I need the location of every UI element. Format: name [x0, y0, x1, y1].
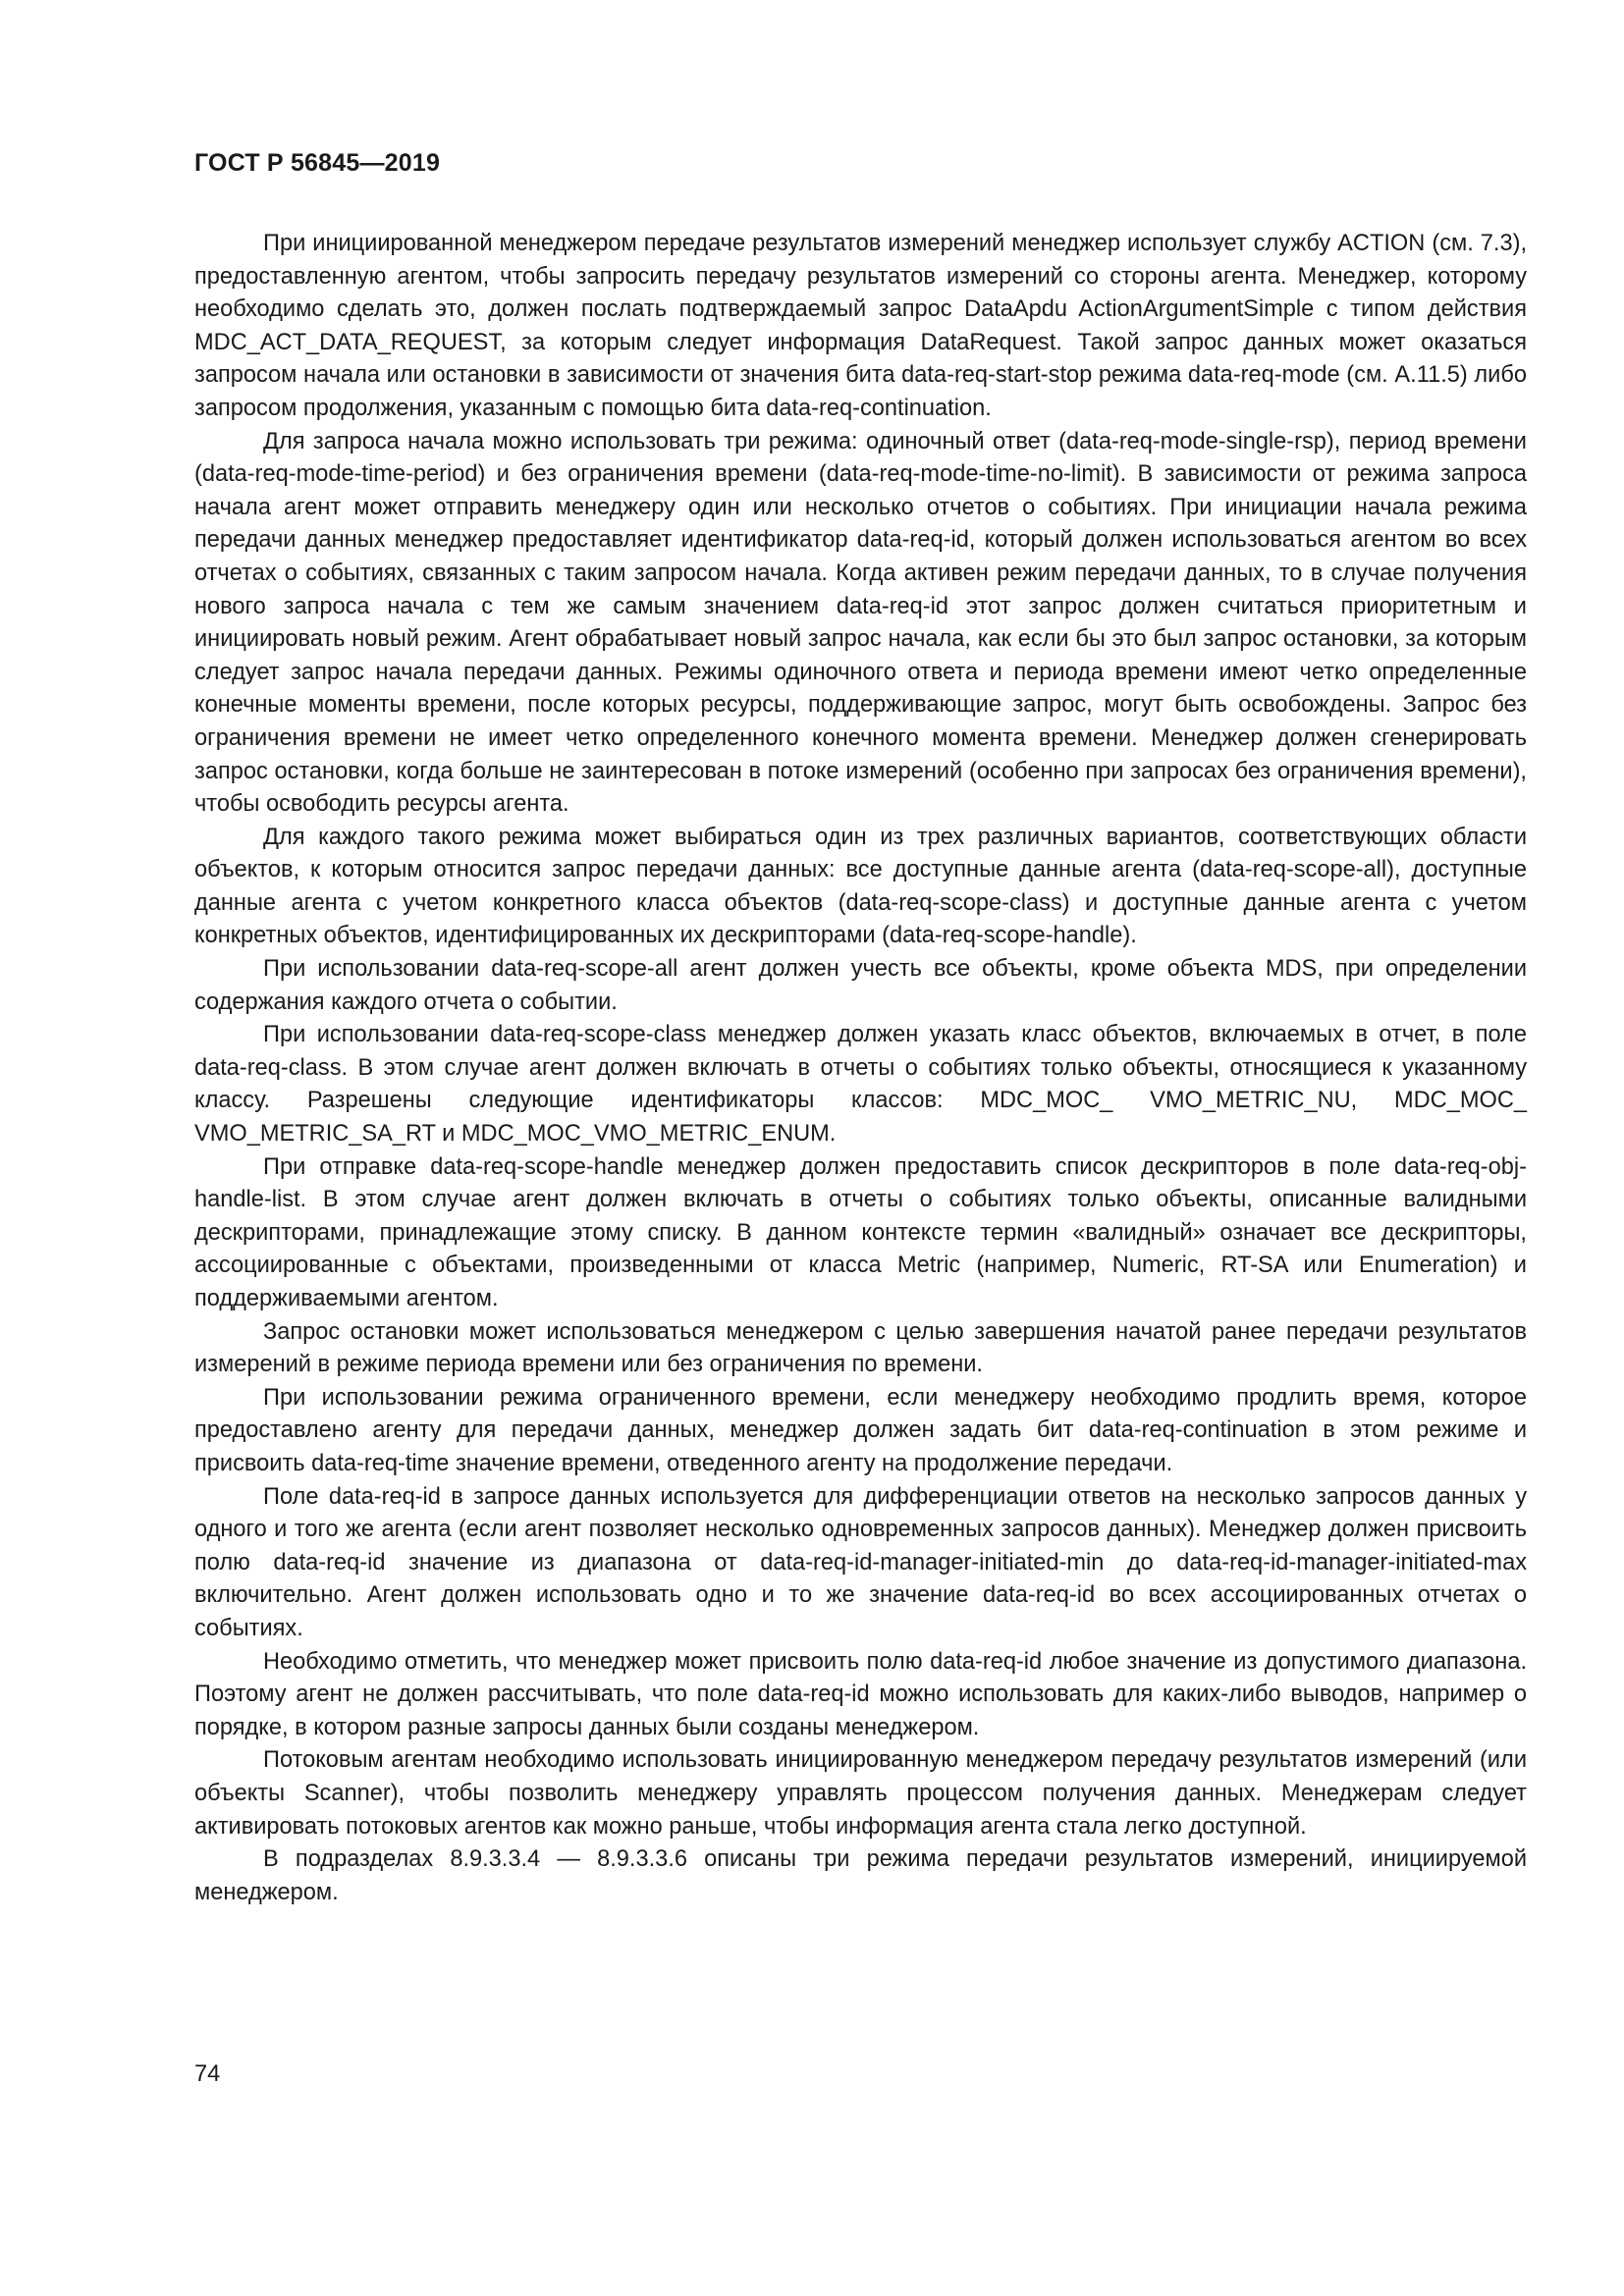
paragraph: Запрос остановки может использоваться менеджером с целью завершения начатой ранее передачи результатов измерений в режиме периода времени или без ограничения по времени.: [194, 1318, 1527, 1378]
paragraph: Поле data-req-id в запросе данных используется для дифференциации ответов на несколько запросов данных у одного и того же агента (если агент позволяет несколько одновременных запросов данных). Менеджер должен присвоить полю data-req-id значение из диапазона от data-req-id-manager-initiated-min до data-req-id-manager-initiated-max включительно. Агент должен использовать одно и то же значение data-req-id во всех ассоциированных отчетах о событиях.: [194, 1483, 1527, 1641]
paragraph: Потоковым агентам необходимо использовать инициированную менеджером передачу результатов измерений (или объекты Scanner), чтобы позволить менеджеру управлять процессом получения данных. Менеджерам следует активировать потоковых агентов как можно раньше, чтобы информация агента стала легко доступной.: [194, 1747, 1527, 1840]
paragraph: При отправке data-req-scope-handle менеджер должен предоставить список дескрипторов в поле data-req-obj-handle-list. В этом случае агент должен включать в отчеты о событиях только объекты, описанные валидными дескрипторами, принадлежащие этому списку. В данном контексте термин «валидный» означает все дескрипторы, ассоциированные с объектами, произведенными от класса Metric (например, Numeric, RT-SA или Enumeration) и поддерживаемыми агентом.: [194, 1153, 1527, 1311]
paragraph: Для каждого такого режима может выбираться один из трех различных вариантов, соответствующих области объектов, к которым относится запрос передачи данных: все доступные данные агента (data-req-scope-all), доступные данные агента с учетом конкретного класса объектов (data-req-scope-class) и доступные данные агента с учетом конкретных объектов, идентифицированных их дескрипторами (data-req-scope-handle).: [194, 824, 1527, 949]
paragraph: При инициированной менеджером передаче результатов измерений менеджер использует службу ACTION (см. 7.3), предоставленную агентом, чтобы запросить передачу результатов измерений со стороны агента. Менеджер, которому необходимо сделать это, должен послать подтверждаемый запрос DataApdu ActionArgumentSimple с типом действия MDC_ACT_DATA_REQUEST, за которым следует информация DataRequest. Такой запрос данных может оказаться запросом начала или остановки в зависимости от значения бита data-req-start-stop режима data-req-mode (см. A.11.5) либо запросом продолжения, указанным с помощью бита data-req-continuation.: [194, 231, 1527, 421]
page-number: 74: [194, 2061, 221, 2087]
paragraph: При использовании data-req-scope-class менеджер должен указать класс объектов, включаемых в отчет, в поле data-req-class. В этом случае агент должен включать в отчеты о событиях только объекты, относящиеся к указанному классу. Разрешены следующие идентификаторы классов: MDC_MOC_ VMO_METRIC_NU, MDC_MOC_ VMO_METRIC_SA_RT и MDC_MOC_VMO_METRIC_ENUM.: [194, 1022, 1527, 1148]
paragraph: При использовании режима ограниченного времени, если менеджеру необходимо продлить время, которое предоставлено агенту для передачи данных, менеджер должен задать бит data-req-continuation в этом режиме и присвоить data-req-time значение времени, отведенного агенту на продолжение передачи.: [194, 1384, 1527, 1476]
paragraph: Необходимо отметить, что менеджер может присвоить полю data-req-id любое значение из допустимого диапазона. Поэтому агент не должен рассчитывать, что поле data-req-id можно использовать для каких-либо выводов, например о порядке, в котором разные запросы данных были созданы менеджером.: [194, 1648, 1527, 1740]
document-header: ГОСТ Р 56845—2019: [194, 149, 441, 177]
paragraph: При использовании data-req-scope-all агент должен учесть все объекты, кроме объекта MDS, при определении содержания каждого отчета о событии.: [194, 956, 1527, 1015]
body-text: [194, 228, 1527, 1909]
paragraph: Для запроса начала можно использовать три режима: одиночный ответ (data-req-mode-single-rsp), период времени (data-req-mode-time-period) и без ограничения времени (data-req-mode-time-no-limit). В зависимости от режима запроса начала агент может отправить менеджеру один или несколько отчетов о событиях. При инициации начала режима передачи данных менеджер предоставляет идентификатор data-req-id, который должен использоваться агентом во всех отчетах о событиях, связанных с таким запросом начала. Когда активен режим передачи данных, то в случае получения нового запроса начала с тем же самым значением data-req-id этот запрос должен считаться приоритетным и инициировать новый режим. Агент обрабатывает новый запрос начала, как если бы это был запрос остановки, за которым следует запрос начала передачи данных. Режимы одиночного ответа и периода времени имеют четко определенные конечные моменты времени, после которых ресурсы, поддерживающие запрос, могут быть освобождены. Запрос без ограничения времени не имеет четко определенного конечного момента времени. Менеджер должен сгенерировать запрос остановки, когда больше не заинтересован в потоке измерений (особенно при запросах без ограничения времени), чтобы освободить ресурсы агента.: [194, 428, 1527, 818]
paragraph: В подразделах 8.9.3.3.4 — 8.9.3.3.6 описаны три режима передачи результатов измерений, инициируемой менеджером.: [194, 1846, 1527, 1905]
